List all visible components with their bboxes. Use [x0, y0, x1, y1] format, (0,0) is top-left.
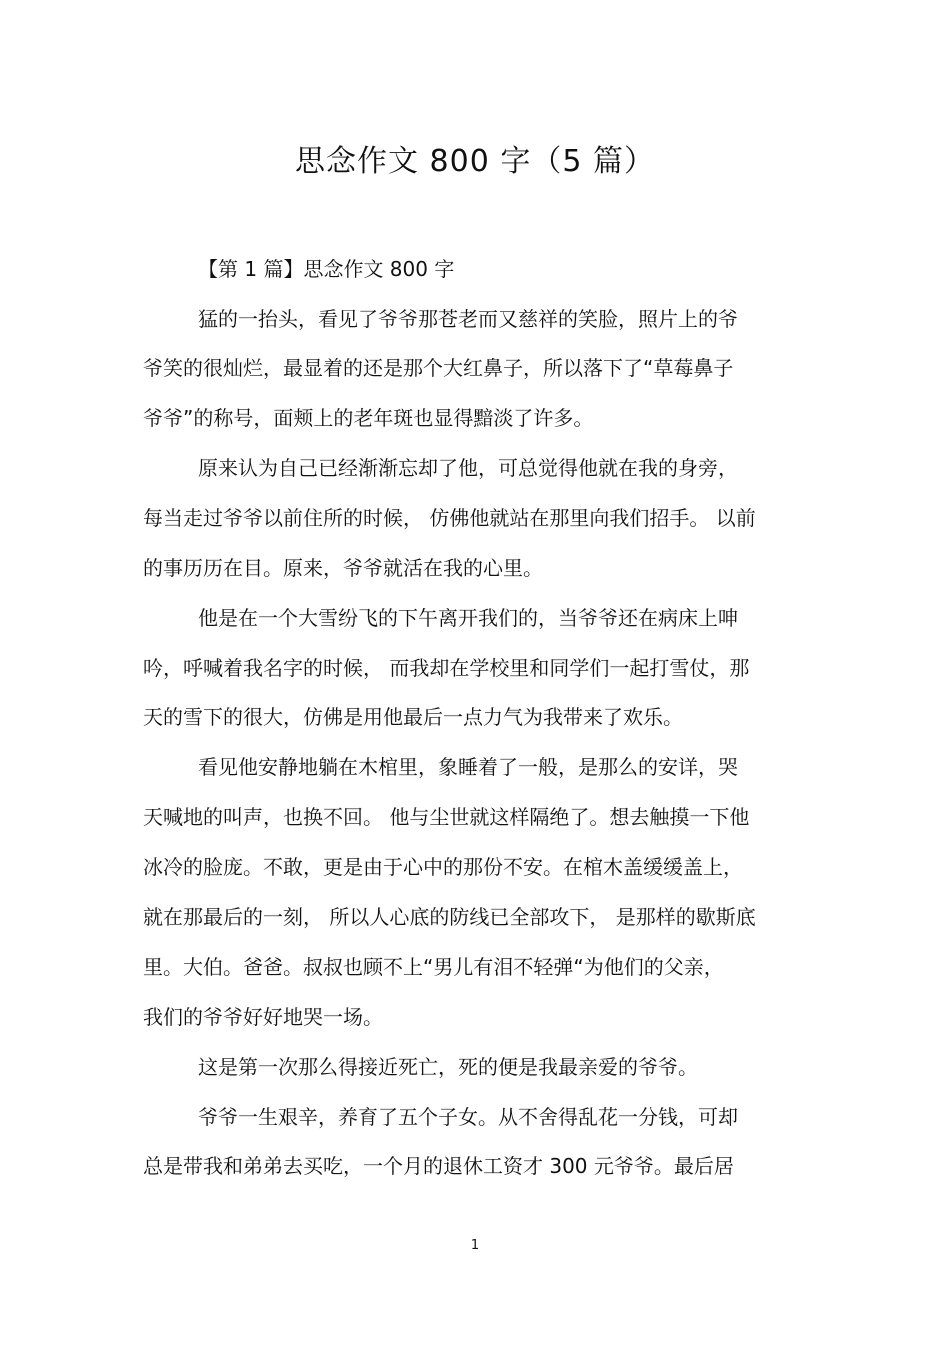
paragraph-line: 就在那最后的一刻， 所以人心底的防线已全部攻下， 是那样的歇斯底 [143, 905, 756, 929]
paragraph-line: 爷爷一生艰辛，养育了五个子女。从不舍得乱花一分钱，可却 [198, 1105, 738, 1129]
paragraph-line: 我们的爷爷好好地哭一场。 [143, 1005, 383, 1029]
paragraph-line: 里。大伯。爸爸。叔叔也顾不上“男儿有泪不轻弹“为他们的父亲， [143, 955, 724, 979]
paragraph-line: 每当走过爷爷以前住所的时候， 仿佛他就站在那里向我们招手。 以前 [143, 506, 756, 530]
section-heading: 【第 1 篇】思念作文 800 字 [198, 257, 455, 281]
paragraph-line: 他是在一个大雪纷飞的下午离开我们的，当爷爷还在病床上呻 [198, 606, 738, 630]
paragraph-line: 冰冷的脸庞。不敢，更是由于心中的那份不安。在棺木盖缓缓盖上， [143, 855, 743, 879]
paragraph-line: 爷笑的很灿烂，最显着的还是那个大红鼻子，所以落下了“草莓鼻子 [143, 356, 734, 380]
document-title: 思念作文 800 字（5 篇） [295, 144, 655, 179]
paragraph-line: 猛的一抬头，看见了爷爷那苍老而又慈祥的笑脸，照片上的爷 [198, 307, 738, 331]
paragraph-line: 爷爷”的称号，面颊上的老年斑也显得黯淡了许多。 [143, 406, 594, 430]
paragraph-line: 这是第一次那么得接近死亡，死的便是我最亲爱的爷爷。 [198, 1055, 698, 1079]
page-number: 1 [470, 1238, 480, 1253]
paragraph-line: 天喊地的叫声，也换不回。 他与尘世就这样隔绝了。想去触摸一下他 [143, 805, 750, 829]
paragraph-line: 的事历历在目。原来，爷爷就活在我的心里。 [143, 556, 543, 580]
paragraph-line: 天的雪下的很大，仿佛是用他最后一点力气为我带来了欢乐。 [143, 705, 683, 729]
paragraph-line: 原来认为自己已经渐渐忘却了他，可总觉得他就在我的身旁， [198, 456, 738, 480]
paragraph-line: 看见他安静地躺在木棺里，象睡着了一般，是那么的安详，哭 [198, 755, 738, 779]
paragraph-line: 吟，呼喊着我名字的时候， 而我却在学校里和同学们一起打雪仗，那 [143, 656, 750, 680]
paragraph-line: 总是带我和弟弟去买吃，一个月的退休工资才 300 元爷爷。最后居 [143, 1154, 734, 1178]
